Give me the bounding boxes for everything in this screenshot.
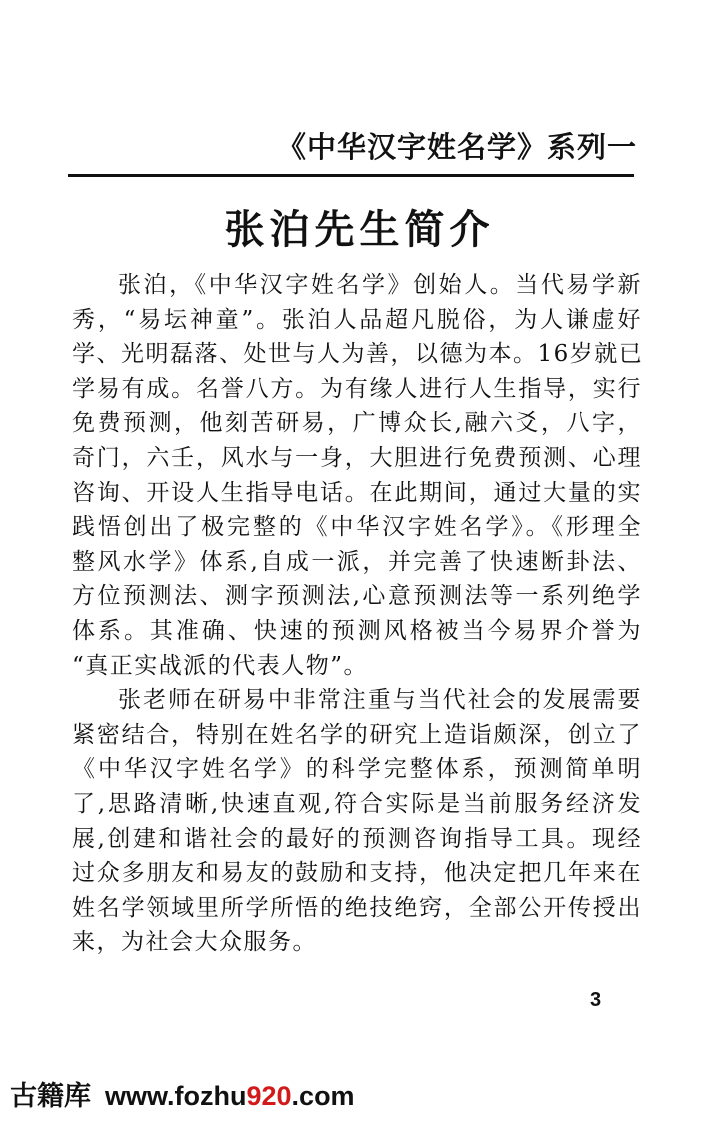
text-line: 整风水学》体系,自成一派，并完善了快速断卦法、 — [72, 548, 642, 575]
text-line: 紧密结合，特别在姓名学的研究上造诣颇深，创立了 — [72, 721, 642, 748]
text-line: 免费预测，他刻苦研易，广博众长,融六爻，八字， — [72, 410, 642, 437]
watermark-url-digits: 920 — [246, 1081, 292, 1111]
page-number: 3 — [590, 989, 602, 1011]
text-line: 秀，“易坛神童”。张泊人品超凡脱俗，为人谦虚好 — [72, 306, 642, 333]
running-header: 《中华汉字姓名学》系列一 — [276, 130, 637, 164]
text-line: 来，为社会大众服务。 — [72, 929, 317, 956]
body-text — [72, 268, 642, 960]
text-line: 张泊，《中华汉字姓名学》创始人。当代易学新 — [118, 272, 642, 298]
text-line: 咨询、开设人生指导电话。在此期间，通过大量的实 — [72, 479, 642, 506]
watermark-url-prefix: www.fozhu — [105, 1081, 247, 1111]
text-line: 了,思路清晰,快速直观,符合实际是当前服务经济发 — [72, 790, 642, 817]
site-watermark[interactable] — [10, 1076, 355, 1116]
paragraph-2 — [72, 683, 642, 960]
text-line: 姓名学领域里所学所悟的绝技绝窍，全部公开传授出 — [72, 894, 642, 921]
text-line: 践悟创出了极完整的《中华汉字姓名学》。《形理全 — [72, 514, 642, 541]
watermark-site-name: 古籍库 — [10, 1081, 91, 1111]
text-line: 张老师在研易中非常注重与当代社会的发展需要 — [118, 687, 642, 714]
text-line: 过众多朋友和易友的鼓励和支持，他决定把几年来在 — [72, 860, 642, 887]
watermark-url-suffix: .com — [291, 1081, 355, 1111]
text-line: 体系。其准确、快速的预测风格被当今易界介誉为 — [72, 617, 642, 644]
text-line: 奇门，六壬，风水与一身，大胆进行免费预测、心理 — [72, 444, 642, 471]
text-line: “真正实战派的代表人物”。 — [72, 652, 369, 679]
paragraph-1 — [72, 268, 642, 683]
text-line: 《中华汉字姓名学》的科学完整体系，预测简单明 — [72, 756, 642, 783]
text-line: 展,创建和谐社会的最好的预测咨询指导工具。现经 — [72, 825, 642, 852]
text-line: 学易有成。名誉八方。为有缘人进行人生指导，实行 — [72, 375, 642, 402]
header-divider — [68, 174, 634, 177]
text-line: 方位预测法、测字预测法,心意预测法等一系列绝学 — [72, 583, 642, 610]
text-line: 学、光明磊落、处世与人为善，以德为本。16岁就已 — [72, 341, 644, 368]
page-title: 张泊先生简介 — [224, 206, 495, 253]
